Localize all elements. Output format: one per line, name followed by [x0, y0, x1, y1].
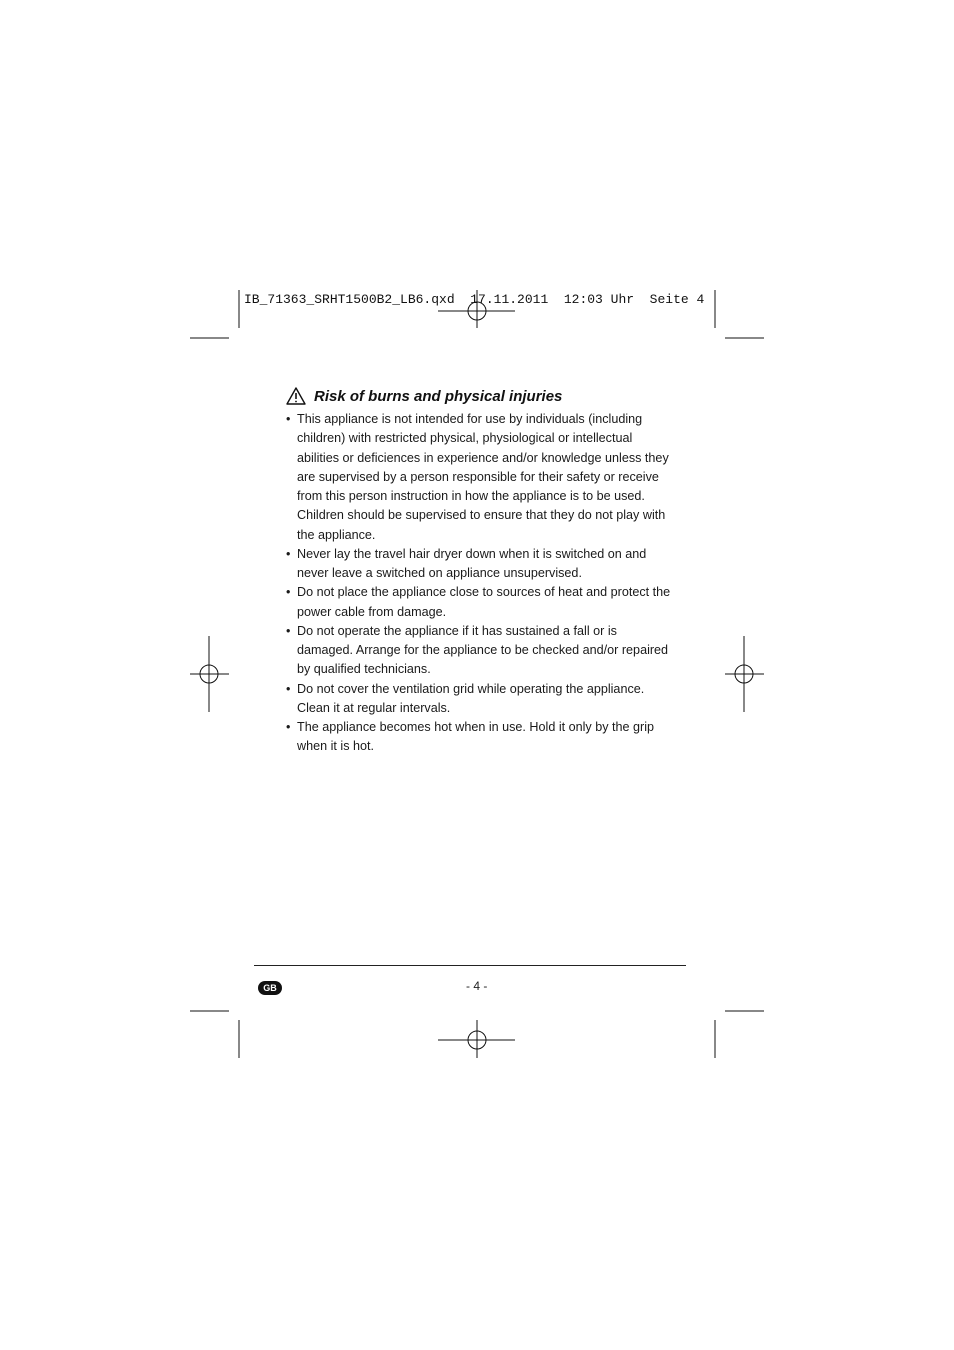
footer-divider: [254, 965, 686, 966]
registration-mark-bottom: [438, 1020, 515, 1058]
section-title: Risk of burns and physical injuries: [314, 387, 563, 405]
list-item: • This appliance is not intended for use by individuals (including children) with restricted physical, physiological or intellectual abilities or deficiences in experience and/or knowledge unless they are supervised by a person responsible for their safety or receive from this person instruction in how the appliance is to be used. Children should be supervised to ensure that they do not play with the appliance.: [286, 410, 676, 545]
print-slug-line: IB_71363_SRHT1500B2_LB6.qxd 17.11.2011 12:03 Uhr Seite 4: [244, 292, 705, 307]
section-heading: [286, 387, 562, 405]
list-item: • Do not operate the appliance if it has sustained a fall or is damaged. Arrange for the appliance to be checked and/or repaired by qualified technicians.: [286, 622, 676, 680]
list-item: • Never lay the travel hair dryer down when it is switched on and never leave a switched on appliance unsupervised.: [286, 545, 676, 584]
registration-mark-right: [725, 636, 764, 712]
registration-mark-left: [190, 636, 229, 712]
safety-bullet-list: [286, 410, 676, 757]
page-number: - 4 -: [466, 979, 488, 993]
list-item: • Do not place the appliance close to sources of heat and protect the power cable from damage.: [286, 583, 676, 622]
list-item: • The appliance becomes hot when in use. Hold it only by the grip when it is hot.: [286, 718, 676, 757]
warning-triangle-icon: [286, 387, 306, 405]
list-item: • Do not cover the ventilation grid while operating the appliance. Clean it at regular intervals.: [286, 680, 676, 719]
language-badge: GB: [258, 981, 282, 995]
